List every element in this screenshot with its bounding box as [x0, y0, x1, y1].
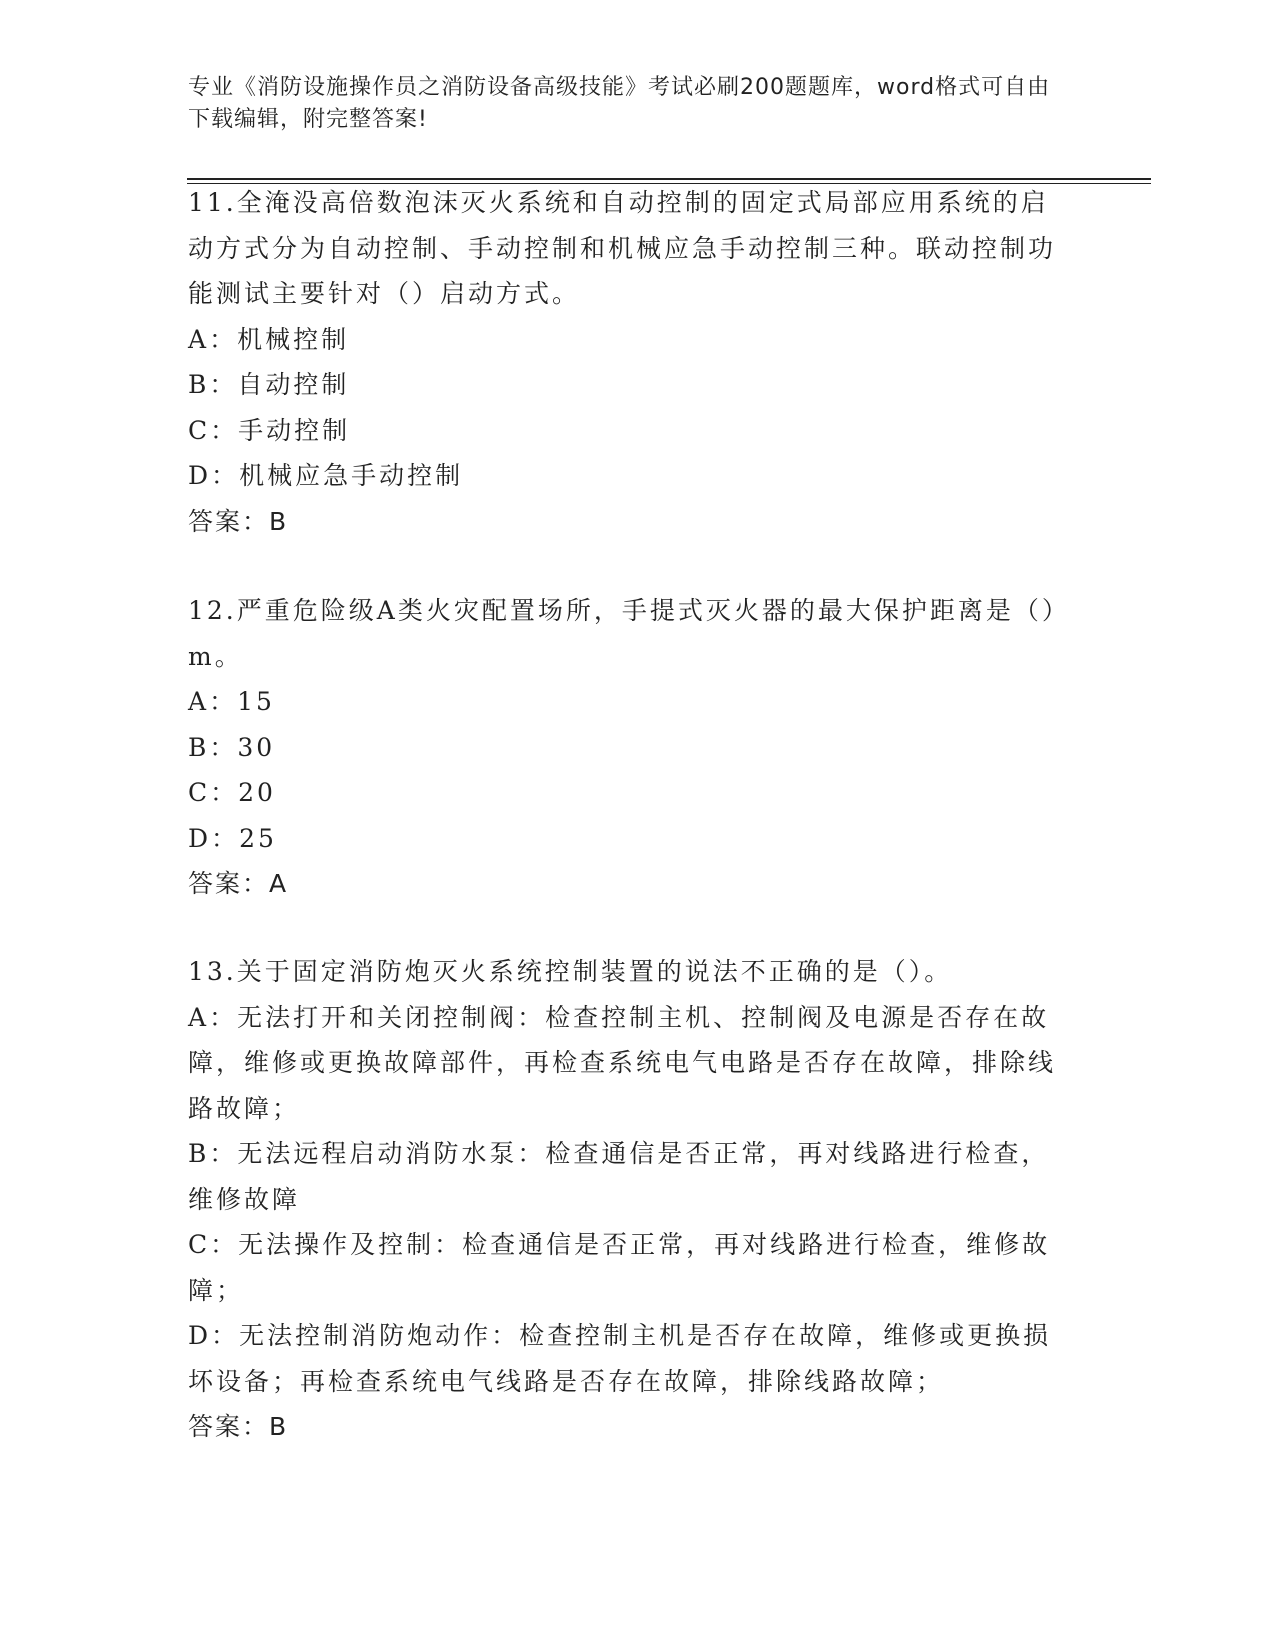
option-text: 无法打开和关闭控制阀：检查控制主机、控制阀及电源是否存在故障，维修或更换故障部件，再检查系统电气电路是否存在故障，排除线路故障；: [188, 1002, 1057, 1123]
option-a: [188, 679, 1068, 725]
question-stem: 11.全淹没高倍数泡沫灭火系统和自动控制的固定式局部应用系统的启动方式分为自动控制、手动控制和机械应急手动控制三种。联动控制功能测试主要针对（）启动方式。: [188, 188, 1057, 308]
option-text: 手动控制: [238, 415, 351, 445]
answer-label: 答案：B: [188, 506, 289, 536]
answer-label: 答案：B: [188, 1412, 289, 1441]
option-separator: ：: [210, 1230, 239, 1259]
option-a: [188, 317, 1068, 363]
option-b: [188, 1131, 1068, 1222]
option-separator: ：: [210, 415, 239, 445]
question-11: [188, 180, 1068, 544]
option-text: 20: [238, 778, 276, 807]
option-separator: ：: [209, 370, 238, 399]
document-header: 专业《消防设施操作员之消防设备高级技能》考试必刷200题题库，word格式可自由下载编辑，附完整答案!: [188, 75, 1051, 132]
option-c: [188, 770, 1068, 816]
option-separator: ：: [211, 823, 240, 853]
option-text: 机械控制: [237, 324, 350, 354]
option-c: [188, 408, 1068, 454]
option-letter: D: [188, 823, 212, 853]
option-separator: ：: [209, 1139, 238, 1168]
question-stem: 12.严重危险级A类火灾配置场所，手提式灭火器的最大保护距离是（）m。: [188, 596, 1058, 671]
option-letter: A: [188, 687, 210, 716]
option-d: [188, 1313, 1068, 1404]
question-12: [188, 588, 1068, 907]
option-separator: ：: [211, 1321, 240, 1350]
option-letter: B: [188, 732, 210, 762]
option-text: 无法操作及控制：检查通信是否正常，再对线路进行检查，维修故障；: [188, 1230, 1051, 1305]
option-text: 自动控制: [237, 370, 350, 399]
option-letter: B: [188, 1139, 210, 1168]
option-letter: A: [188, 1002, 210, 1032]
option-letter: C: [188, 778, 211, 807]
option-separator: ：: [209, 687, 238, 716]
option-a: [188, 995, 1068, 1132]
option-text: 无法远程启动消防水泵：检查通信是否正常，再对线路进行检查，维修故障: [188, 1139, 1050, 1214]
option-d: [188, 816, 1068, 862]
option-text: 25: [239, 823, 277, 853]
answer-label: 答案：A: [188, 869, 289, 898]
question-stem: 13.关于固定消防炮灭火系统控制装置的说法不正确的是（）。: [188, 957, 953, 986]
option-letter: A: [188, 324, 210, 354]
option-separator: ：: [209, 324, 238, 354]
option-letter: C: [188, 415, 211, 445]
option-b: [188, 725, 1068, 771]
option-separator: ：: [210, 778, 239, 807]
option-letter: D: [188, 461, 212, 490]
option-c: [188, 1222, 1068, 1313]
option-text: 15: [237, 687, 275, 716]
option-text: 30: [237, 732, 276, 762]
option-text: 机械应急手动控制: [239, 461, 464, 490]
question-13: [188, 949, 1068, 1450]
option-d: [188, 453, 1068, 499]
option-b: [188, 362, 1068, 408]
option-separator: ：: [209, 732, 238, 762]
option-separator: ：: [209, 1002, 238, 1032]
option-letter: D: [188, 1321, 212, 1350]
option-text: 无法控制消防炮动作：检查控制主机是否存在故障，维修或更换损坏设备；再检查系统电气线路是否存在故障，排除线路故障；: [188, 1321, 1052, 1396]
option-letter: C: [188, 1230, 211, 1259]
option-separator: ：: [211, 461, 240, 490]
option-letter: B: [188, 370, 210, 399]
